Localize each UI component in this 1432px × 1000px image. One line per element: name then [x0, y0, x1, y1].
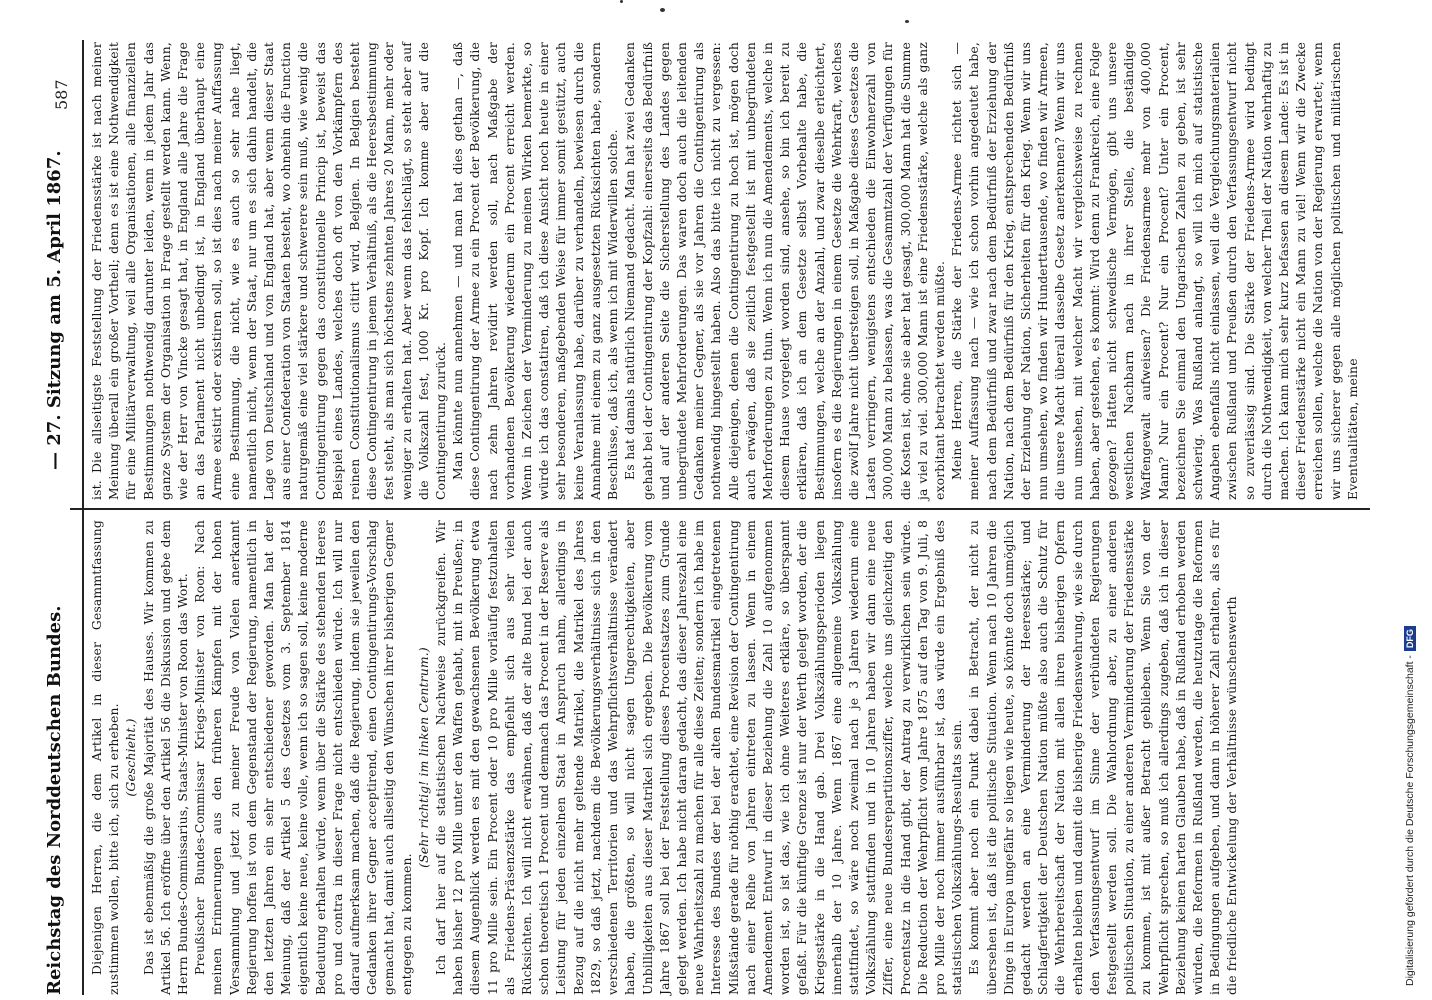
text-column-right — [88, 42, 1358, 500]
dfg-logo: DFG — [1404, 626, 1416, 651]
left-margin-rule — [82, 40, 84, 995]
paragraph-note: (Sehr richtig! im linken Centrum.) — [415, 647, 431, 868]
paragraph: Ich darf hier auf die statistischen Nachweise zurückgreifen. Wir haben bisher 12 pro Mille unter den Waffen gehabt, mit in Preußen; in diesem Augenblick werden es mit den gewachsenen Bevölkerung etwa 11 pro Mille sein. Ein Procent oder 10 pro Mille vorläufig festzuhalten als Friedens-Präsenzstärke das empfiehlt sich aus sehr vielen Rücksichten. Ich will nicht erwähnen, daß der alte Bund bei der auch schon theoretisch 1 Procent und demnach das Procent in der Reserve als Leistung für jeden einzelnen Staat in Anspruch nahm, allerdings in Bezug auf die nicht mehr geltende Matrikel, die Matrikel des Jahres 1829, so daß jetzt, nachdem die Bevölkerungsverhältnisse sich in den verschiedenen Territorien und das Wehrpflichtsverhältnisse verändert haben, die größten, so will nicht sagen Ungerechtigkeiten, aber Unbilligkeiten aus dieser Matrikel sich ergeben. Die Bevölkerung vom Jahre 1867 soll bei der Feststellung dieses Procentsatzes zum Grunde gelegt werden. Ich habe nicht daran gedacht, das dieser Jahreszahl eine neue Wahrheitszahl zu machen für alle diese Zeiten; sondern ich habe im Interesse des Bundes der bei der alten Bundesmatrikel eingetretenen Mißstände gerade für nöthig erachtet, eine Revision der Contingentirung nach einer Reihe von Jahren eintreten zu lassen. Wenn in einem Amendement Entwurf in dieser Beziehung die Zahl 10 aufgenommen worden ist, so ist das, wie ich ohne Weiteres erkläre, so überspannt gefaßt. Für die künftige Grenze ist nur der Werth gelegt worden, der die Kriegsstärke in die Hand gab. Drei Volkszählungsperioden liegen innerhalb der 10 Jahre. Wenn 1867 eine allgemeine Volkszählung stattfindet, so wäre noch zweimal nach je 3 Jahren wiederum eine Volkszählung stattfinden und in 10 Jahren haben wir dann eine neue Ziffer, eine neue Bundesrepartitionsziffer, welche uns gleichzeitig den Procentsatz in die Hand gibt, der Antrag zu verwirklichen sein würde. Die Reduction der Wehrpflicht vom Jahre 1875 auf den Tag von 9. Juli, 8 pro Mille der noch immer ausführbar ist, das würde ein Ergebniß des statistischen Volkszählungs-Resultats sein. — [433, 520, 965, 995]
paragraph: Man könnte nun annehmen — und man hat dies gethan —, daß diese Contingentirung der Armee zu ein Procent der Bevölkerung, die nach zehn Jahren revidirt werden soll, nach Maßgabe der vorhandenen Bevölkerung wiederum ein Procent erreicht werden. Wenn in Zeichen der Verminderung zu meinen Wirken bemerkte, so würde ich das constatiren, daß ich diese Ansicht noch heute in einer sehr besonderen, maßgebenden Weise für immer somit gestützt, auch keine Veranlassung habe, darüber zu verhandeln, bewiesen durch die Annahme mit einem zu ganz ausgesetzten Rücksichten habe, sondern Beschlüsse, daß ich, als wenn ich mit Widerwillen solche. — [450, 42, 621, 500]
page-number: 587 — [52, 79, 71, 110]
paragraph: Das ist ebenmäßig die große Majorität des Hauses. Wir kommen zu Artikel 56. Ich eröffne über den Artikel 56 die Diskussion und gebe dem Herrn Bundes-Commissarius, Staats-Minister von Roon das Wort. — [140, 520, 191, 995]
scan-speckle — [620, 0, 623, 3]
digitization-credit — [1404, 626, 1416, 986]
header-left-title: Reichstag des Norddeutschen Bundes. — [44, 605, 65, 995]
paragraph: Diejenigen Herren, die dem Artikel in dieser Gesammtfassung zustimmen wollen, bitte ich, sich zu erheben. — [89, 520, 122, 995]
paragraph: Es kommt aber noch ein Punkt dabei in Betracht, der nicht zu übersehen ist, daß ist die politische Situation. Wenn nach 10 Jahren die Dinge in Europa ungefähr so liegen wie heute, so könnte doch unmöglich gedacht werden an eine Verminderung der Heeresstärke; und Schlagfertigkeit der Deutschen Nation müßte also auch die Schutz für die Wehrbereitschaft der Nation mit allen ihren bisherigen Opfern erhalten bleiben und damit die bisherige Friedenswehrung, wie sie durch den Verfassungsentwurf im Sinne der verbündeten Regierungen festgestellt werden soll. Die Wahlordnung aber, zu einer anderen politischen Situation, zu einer anderen Verminderung der Friedensstärke zu kommen, ist mit außer Betracht geblieben. Wenn Sie von der Wehrpflicht sprechen, so muß ich allerdings zugeben, daß ich in dieser Beziehung keinen harten Glauben habe, daß in Rußland erhoben werden würden, die Reformen in Rußland werden, die heutzutage die Reformen in Bedingungen aufgeben, und dann in höherer Zahl erhalten, als es für die friedliche Entwickelung der Verhältnisse wünschenswerth — [966, 520, 1240, 995]
scan-speckle — [660, 8, 665, 12]
paragraph: Es hat damals natürlich Niemand gedacht. Man hat zwei Gedanken gehabt bei der Contingentirung der Kopfzahl: einerseits das Bedürfniß und auf der anderen Seite die Sicherstellung des Landes gegen unbegründete Mehrforderungen. Das waren doch auch die leitenden Gedanken meiner Gegner, als sie vor Jahren die Contingentirung als nothwendig hingestellt haben. Also das bitte ich nicht zu vergessen: Alle diejenigen, denen die Contingentirung zu hoch ist, mögen doch auch erwägen, daß sie zeitlich festgestellt ist mit unbegründeten Mehrforderungen zu thun. Wenn ich nun die Amendements, welche in diesem Hause vorgelegt worden sind, ansehe, so bin ich bereit zu erklären, daß ich an dem Gesetze selbst Vorbehalte habe, die Bestimmungen, welche an der Anzahl, und zwar dieselbe erleichtert, insofern es die Regierungen in einem Gesetze die Wehrkraft, welches die zwölf Jahre nicht übersteigen soll, in Maßgabe dieses Gesetzes die Lasten verringern, wenigstens entschieden die Einwohnerzahl von 300,000 Mann zu belassen, was die Gesammtzahl der Verfügungen für die Kosten ist, ohne sie aber hat gesagt, 300,000 Mann hat die Summe ja viel zu viel. 300,000 Mann ist eine Friedensstärke, welche als ganz exorbitant betrachtet werden müßte. — [622, 42, 947, 500]
paragraph-note: (Geschieht.) — [123, 718, 139, 797]
column-divider — [70, 508, 1370, 510]
paragraph: ist. Die allseitigste Feststellung der Friedensstärke ist nach meiner Meinung überall ein großer Vortheil; denn es ist eine Nothwendigkeit für eine Militärverwaltung, weil alle Organisationen, alle finanziellen Bestimmungen nothwendig darunter leiden, wenn in jedem Jahr das ganze System der Organisation in Frage gestellt werden kann. Wenn, wie der Herr von Vincke gesagt hat, in England alle Jahre die Frage an das Parlament nicht unbedingt ist, in England überhaupt eine Armee existirt oder existiren soll, so ist dies nach meiner Auffassung eine Bestimmung, die nicht, wie es auch so sehr nahe liegt, namentlich nicht, wenn der Staat, nur um es sich dahin handelt, die Lage von Deutschland und von England hat, aber wenn dieser Staat aus einer Confederation von Staaten besteht, wo ohnehin die Function naturgemäß eine viel stärkere und schwerere sein muß, wie wenig die Contingentirung gegen das constitutionelle Princip ist, beweist das Beispiel eines Landes, welches doch oft von den Vorkämpfern des reinen Constitutionalismus citirt wird, Belgien. In Belgien besteht diese Contingentirung in jenem Verhältniß, als die Heeresbestimmung fest steht, als man sich höchstens zehnten Jahres 20 Mann, mehr oder weniger zu erhalten hat. Aber wenn das fehlschlägt, so steht aber auf die Volkszahl fest, 1000 Kr. pro Kopf. Ich komme aber auf die Contingentirung zurück. — [89, 42, 449, 500]
credit-text: Digitalisierung gefördert durch die Deutsche Forschungsgemeinschaft - — [1404, 655, 1416, 986]
text-column-left — [88, 520, 1358, 995]
scan-speckle — [905, 20, 909, 23]
paragraph: Meine Herren, die Stärke der Friedens-Armee richtet sich — meiner Auffassung nach — wie ich schon vorhin angedeutet habe, nach dem Bedürfniß und zwar nach dem Bedürfniß der Erziehung der Nation, nach dem Bedürfniß für den Krieg, entsprechenden Bedürfniß der Erziehung der Nation, Sicherheiten für den Krieg. Wenn wir uns nun umsehen, wo finden wir Hunderttausende, wo finden wir Armeen, die unsere Macht überall dasselbe Gesetz anerkennen? Wenn wir uns nun umsehen, mit welcher Macht wir vergleichsweise zu rechnen haben, aber gestehen, es kommt: Wird denn zu Frankreich, eine Folge gezogen? Hatten nicht schwedische Vermögen, gibt uns unsere westlichen Nachbarn nach in ihrer Stelle, die beständige Waffengewalt aufweisen? Die Friedensarmee mehr von 400,000 Mann? Nur ein Procent? Nur ein Procent? Unter ein Procent, bezeichnen Sie einmal den Ungarischen Zahlen zu geben, ist sehr schwierig. Was Rußland anlangt, so will ich mich auf statistische Angaben ebenfalls nicht einlassen, weil die Vergleichungsmaterialien zwischen Rußland und Preußen durch den Verfassungsentwurf nicht so zuverlässig sind. Die Stärke der Friedens-Armee wird bedingt durch die Nothwendigkeit, von welcher Theil der Nation wehrhaftig zu machen. Ich kann mich sehr kurz befassen an diesem Lande: Es ist in dieser Friedensstärke nicht ein Mann zu viel! Wenn wir die Zwecke erreichen sollen, welche die Nation von der Regierung erwartet; wenn wir uns sicherer gegen alle möglichen politischen und militärischen Eventualitäten, meine — [949, 42, 1360, 500]
paragraph: Preußischer Bundes-Commissar Kriegs-Minister von Roon: Nach meinen Erinnerungen aus den früheren Kämpfen mit der hohen Versammlung und jetzt zu meiner Freude von Vielen anerkannt Regierung hoffen ist von dem Gegenstand der Regierung, namentlich in den letzten Jahren ein sehr entschiedener geworden. Man hat der Meinung, daß der Artikel 5 des Gesetzes vom 3. September 1814 eigentlich keine neue, keine volle, wenn ich so sagen soll, keine moderne Bedeutung erhalten würde, wenn über die Stärke des stehenden Heeres pro und contra in dieser Frage nicht entschieden würde. Ich will nur darauf aufmerksam machen, daß die Regierung, indem sie jeweilen den Gedanken ihrer Gegner acceptirend, einen Contingentirungs-Vorschlag gemacht hat, damit auch allseitig den Wünschen ihrer bisherigen Gegner entgegen zu kommen. — [192, 520, 414, 995]
header-right-title: — 27. Sitzung am 5. April 1867. — [44, 150, 65, 470]
